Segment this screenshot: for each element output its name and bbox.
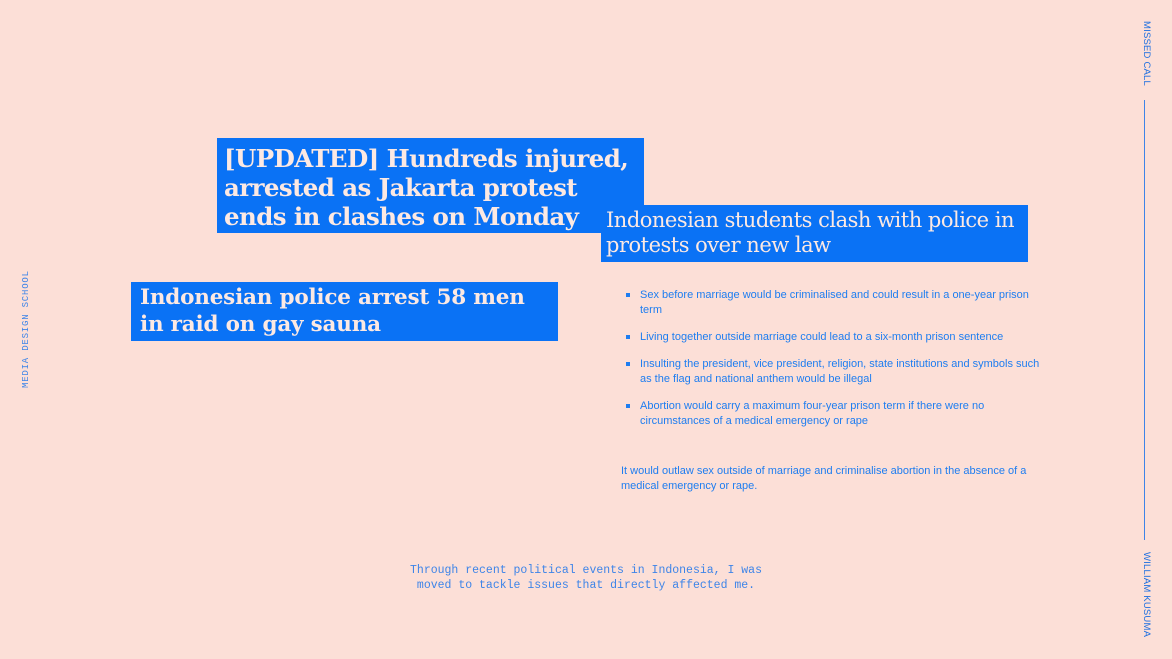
list-item [621,399,1041,429]
caption-line: moved to tackle issues that directly affected me. [416,579,756,592]
headline-student-clash: Indonesian students clash with police in protests over new law [601,205,1028,262]
fact-text: Sex before marriage would be criminalised and could result in a one-year prison term [640,289,1029,316]
headline-jakarta-protest: [UPDATED] Hundreds injured, arrested as Jakarta protest ends in clashes on Monday [217,138,644,233]
list-item [621,330,1041,345]
vertical-divider [1144,100,1145,540]
summary-text: It would outlaw sex outside of marriage and criminalise abortion in the absence of a medical emergency or rape. [621,465,1027,492]
list-item [621,357,1041,387]
list-item [621,288,1041,318]
headline-sauna-raid: Indonesian police arrest 58 men in raid on gay sauna [131,282,558,341]
bullet-icon [626,404,630,408]
law-facts-list [621,288,1041,441]
caption-line: Through recent political events in Indonesia, I was [410,564,762,577]
bullet-icon [626,335,630,339]
side-label-title: MISSED CALL [1141,21,1152,87]
caption [386,563,786,593]
bullet-icon [626,293,630,297]
side-label-school: MEDIA DESIGN SCHOOL [21,270,31,388]
bullet-icon [626,362,630,366]
side-label-author: WILLIAM KUSUMA [1141,552,1152,638]
fact-text: Abortion would carry a maximum four-year prison term if there were no circumstances of a medical emergency or rape [640,400,985,427]
fact-text: Insulting the president, vice president, religion, state institutions and symbols such as the flag and national anthem would be illegal [640,358,1040,385]
fact-text: Living together outside marriage could lead to a six-month prison sentence [640,331,1004,343]
